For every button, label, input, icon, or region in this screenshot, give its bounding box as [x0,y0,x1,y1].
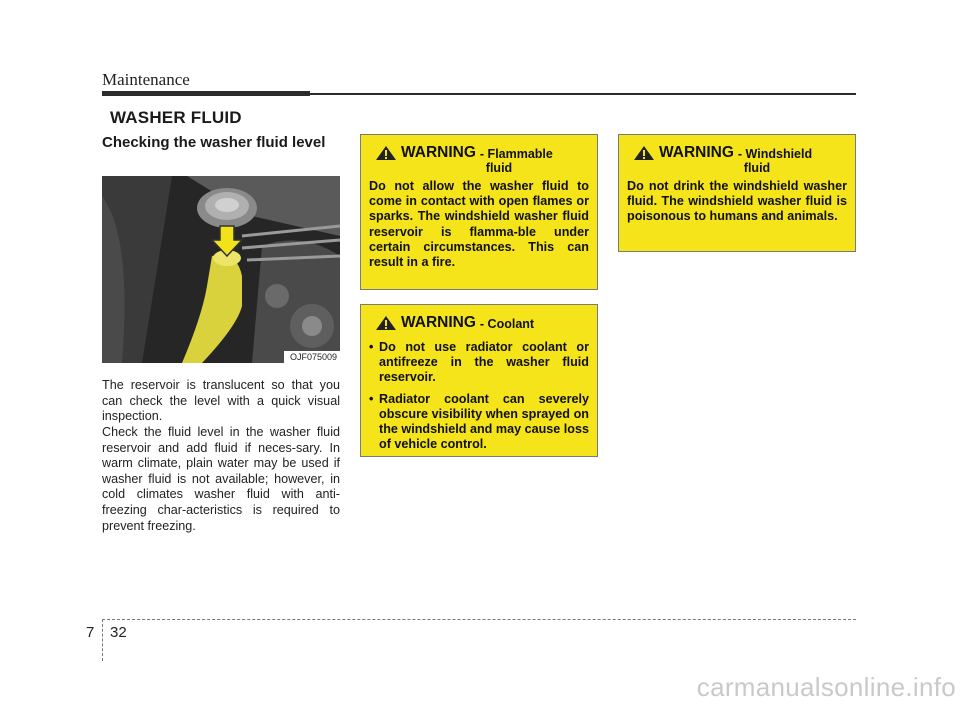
header-rule [102,91,856,96]
list-item-text: Do not use radiator coolant or antifreeze in the washer fluid reservoir. [379,340,589,385]
warning-subtitle: - Coolant [479,317,535,331]
warning-subtitle-line2: fluid [743,161,771,175]
page-number: 32 [110,624,127,641]
list-item [369,340,589,386]
warning-text: Do not drink the windshield washer fluid. The windshield washer fluid is poisonous to humans and animals. [627,179,847,224]
warning-triangle-icon [375,315,397,331]
list-item [369,392,589,453]
page-chapter: 7 [86,624,95,641]
warning-header [375,314,589,332]
header-rule-thick [102,91,310,96]
watermark: carmanualsonline.info [696,672,956,702]
body-paragraph-1: The reservoir is translucent so that you can check the level with a quick visual inspection. [102,378,340,424]
figure-code: OJF075009 [284,351,340,363]
warning-word: WARNING [401,314,476,331]
bullet: • [369,391,374,406]
bullet: • [369,340,374,354]
warning-box-windshield [618,134,856,252]
section-title: WASHER FLUID [110,108,242,127]
warning-box-coolant [360,304,598,457]
chapter-title: Maintenance [102,70,190,89]
warning-header [633,144,847,162]
header-rule-thin [310,93,856,95]
engine-bay-illustration [102,176,340,363]
footer-rule [102,619,856,620]
list-item-text: Radiator coolant can severely obscure visibility when sprayed on the windshield and may cause loss of vehicle control. [379,391,589,452]
warning-list [369,340,589,452]
sub-heading: Checking the washer fluid level [102,134,326,151]
warning-word: WARNING [401,144,476,161]
footer-vertical-rule [102,619,103,661]
warning-header [375,144,589,162]
warning-subtitle: - Flammable [479,147,553,161]
warning-subtitle-line2: fluid [485,161,513,175]
warning-subtitle: - Windshield [737,147,813,161]
warning-word: WARNING [659,144,734,161]
warning-box-flammable [360,134,598,290]
engine-bay-photo [102,176,340,363]
warning-text: Do not allow the washer fluid to come in contact with open flames or sparks. The windshield washer fluid reservoir is flamma-ble under certain circumstances. This can result in a fire. [369,179,589,270]
warning-triangle-icon [375,145,397,161]
body-paragraph-2: Check the fluid level in the washer fluid reservoir and add fluid if neces-sary. In warm climate, plain water may be used if washer fluid is not available; however, in cold climates washer fluid with anti-freezing char-acteristics is required to prevent freezing. [102,425,340,533]
warning-triangle-icon [633,145,655,161]
